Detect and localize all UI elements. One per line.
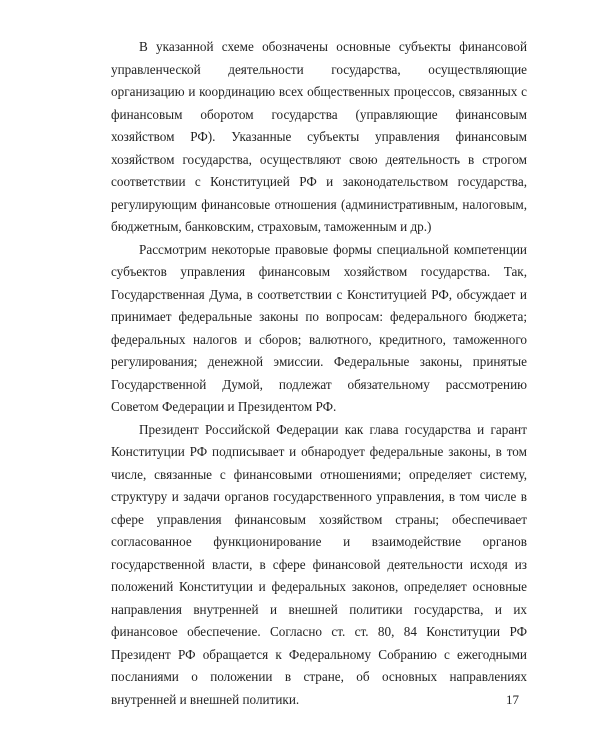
document-body <box>111 36 527 711</box>
paragraph-subjects: В указанной схеме обозначены основные субъекты финансовой управленческой деятельности государства, осуществляющие организацию и координацию всех общественных процессов, связанных с финансовым оборотом государства (управляющие финансовым хозяйством РФ). Указанные субъекты управления финансовым хозяйством государства, осуществляют свою деятельность в строгом соответствии с Конституцией РФ и законодательством государства, регулирующим финансовые отношения (административным, налоговым, бюджетным, банковским, страховым, таможенным и др.) <box>111 39 527 234</box>
page-number: 17 <box>506 692 519 707</box>
paragraph-president: Президент Российской Федерации как глава государства и гарант Конституции РФ подписывает и обнародует федеральные законы, в том числе, связанные с финансовыми отношениями; определяет систему, структуру и задачи органов государственного управления, в том числе в сфере управления финансовым хозяйством страны; обеспечивает согласованное функционирование и взаимодействие органов государственной власти, в сфере финансовой деятельности исходя из положений Конституции и федеральных законов, определяет основные направления внутренней и внешней политики государства, и их финансовое обеспечение. Согласно ст. ст. 80, 84 Конституции РФ Президент РФ обращается к Федеральному Собранию с ежегодными посланиями о положении в стране, об основных направлениях внутренней и внешней политики. <box>111 421 527 707</box>
paragraph-legal-forms: Рассмотрим некоторые правовые формы специальной компетенции субъектов управления финансовым хозяйством государства. Так, Государственная Дума, в соответствии с Конституцией РФ, обсуждает и принимает федеральные законы по вопросам: федерального бюджета; федеральных налогов и сборов; валютного, кредитного, таможенного регулирования; денежной эмиссии. Федеральные законы, принятые Государственной Думой, подлежат обязательному рассмотрению Советом Федерации и Президентом РФ. <box>111 241 527 414</box>
